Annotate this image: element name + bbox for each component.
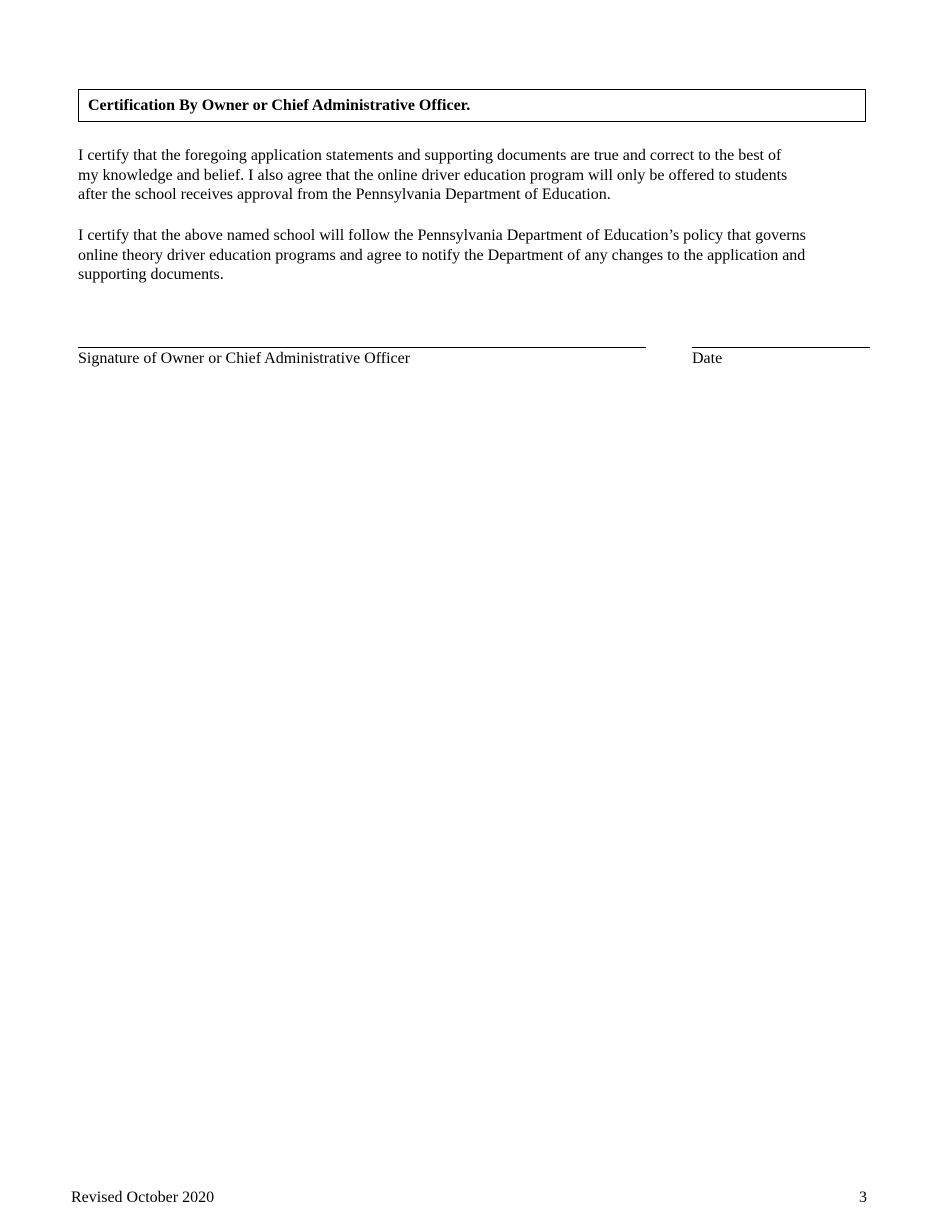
certification-paragraph-1 <box>78 146 868 205</box>
paragraph-line: supporting documents. <box>78 266 224 283</box>
date-signature-line[interactable] <box>692 347 870 348</box>
paragraph-line: I certify that the above named school will follow the Pennsylvania Department of Education’s policy that governs <box>78 227 806 244</box>
revision-footer: Revised October 2020 <box>71 1189 215 1206</box>
date-label: Date <box>692 350 723 367</box>
owner-signature-line[interactable] <box>78 347 646 348</box>
owner-signature-label: Signature of Owner or Chief Administrative Officer <box>78 350 411 367</box>
paragraph-line: after the school receives approval from the Pennsylvania Department of Education. <box>78 186 611 203</box>
page-number: 3 <box>859 1189 867 1206</box>
paragraph-line: online theory driver education programs and agree to notify the Department of any changes to the application and <box>78 246 806 264</box>
certification-heading: Certification By Owner or Chief Administrative Officer. <box>88 97 471 114</box>
paragraph-line: I certify that the foregoing application statements and supporting documents are true and correct to the best of <box>78 147 782 164</box>
certification-paragraph-2 <box>78 226 868 285</box>
paragraph-line: my knowledge and belief. I also agree that the online driver education program will only be offered to students <box>78 166 788 184</box>
certification-heading-box <box>78 89 866 122</box>
